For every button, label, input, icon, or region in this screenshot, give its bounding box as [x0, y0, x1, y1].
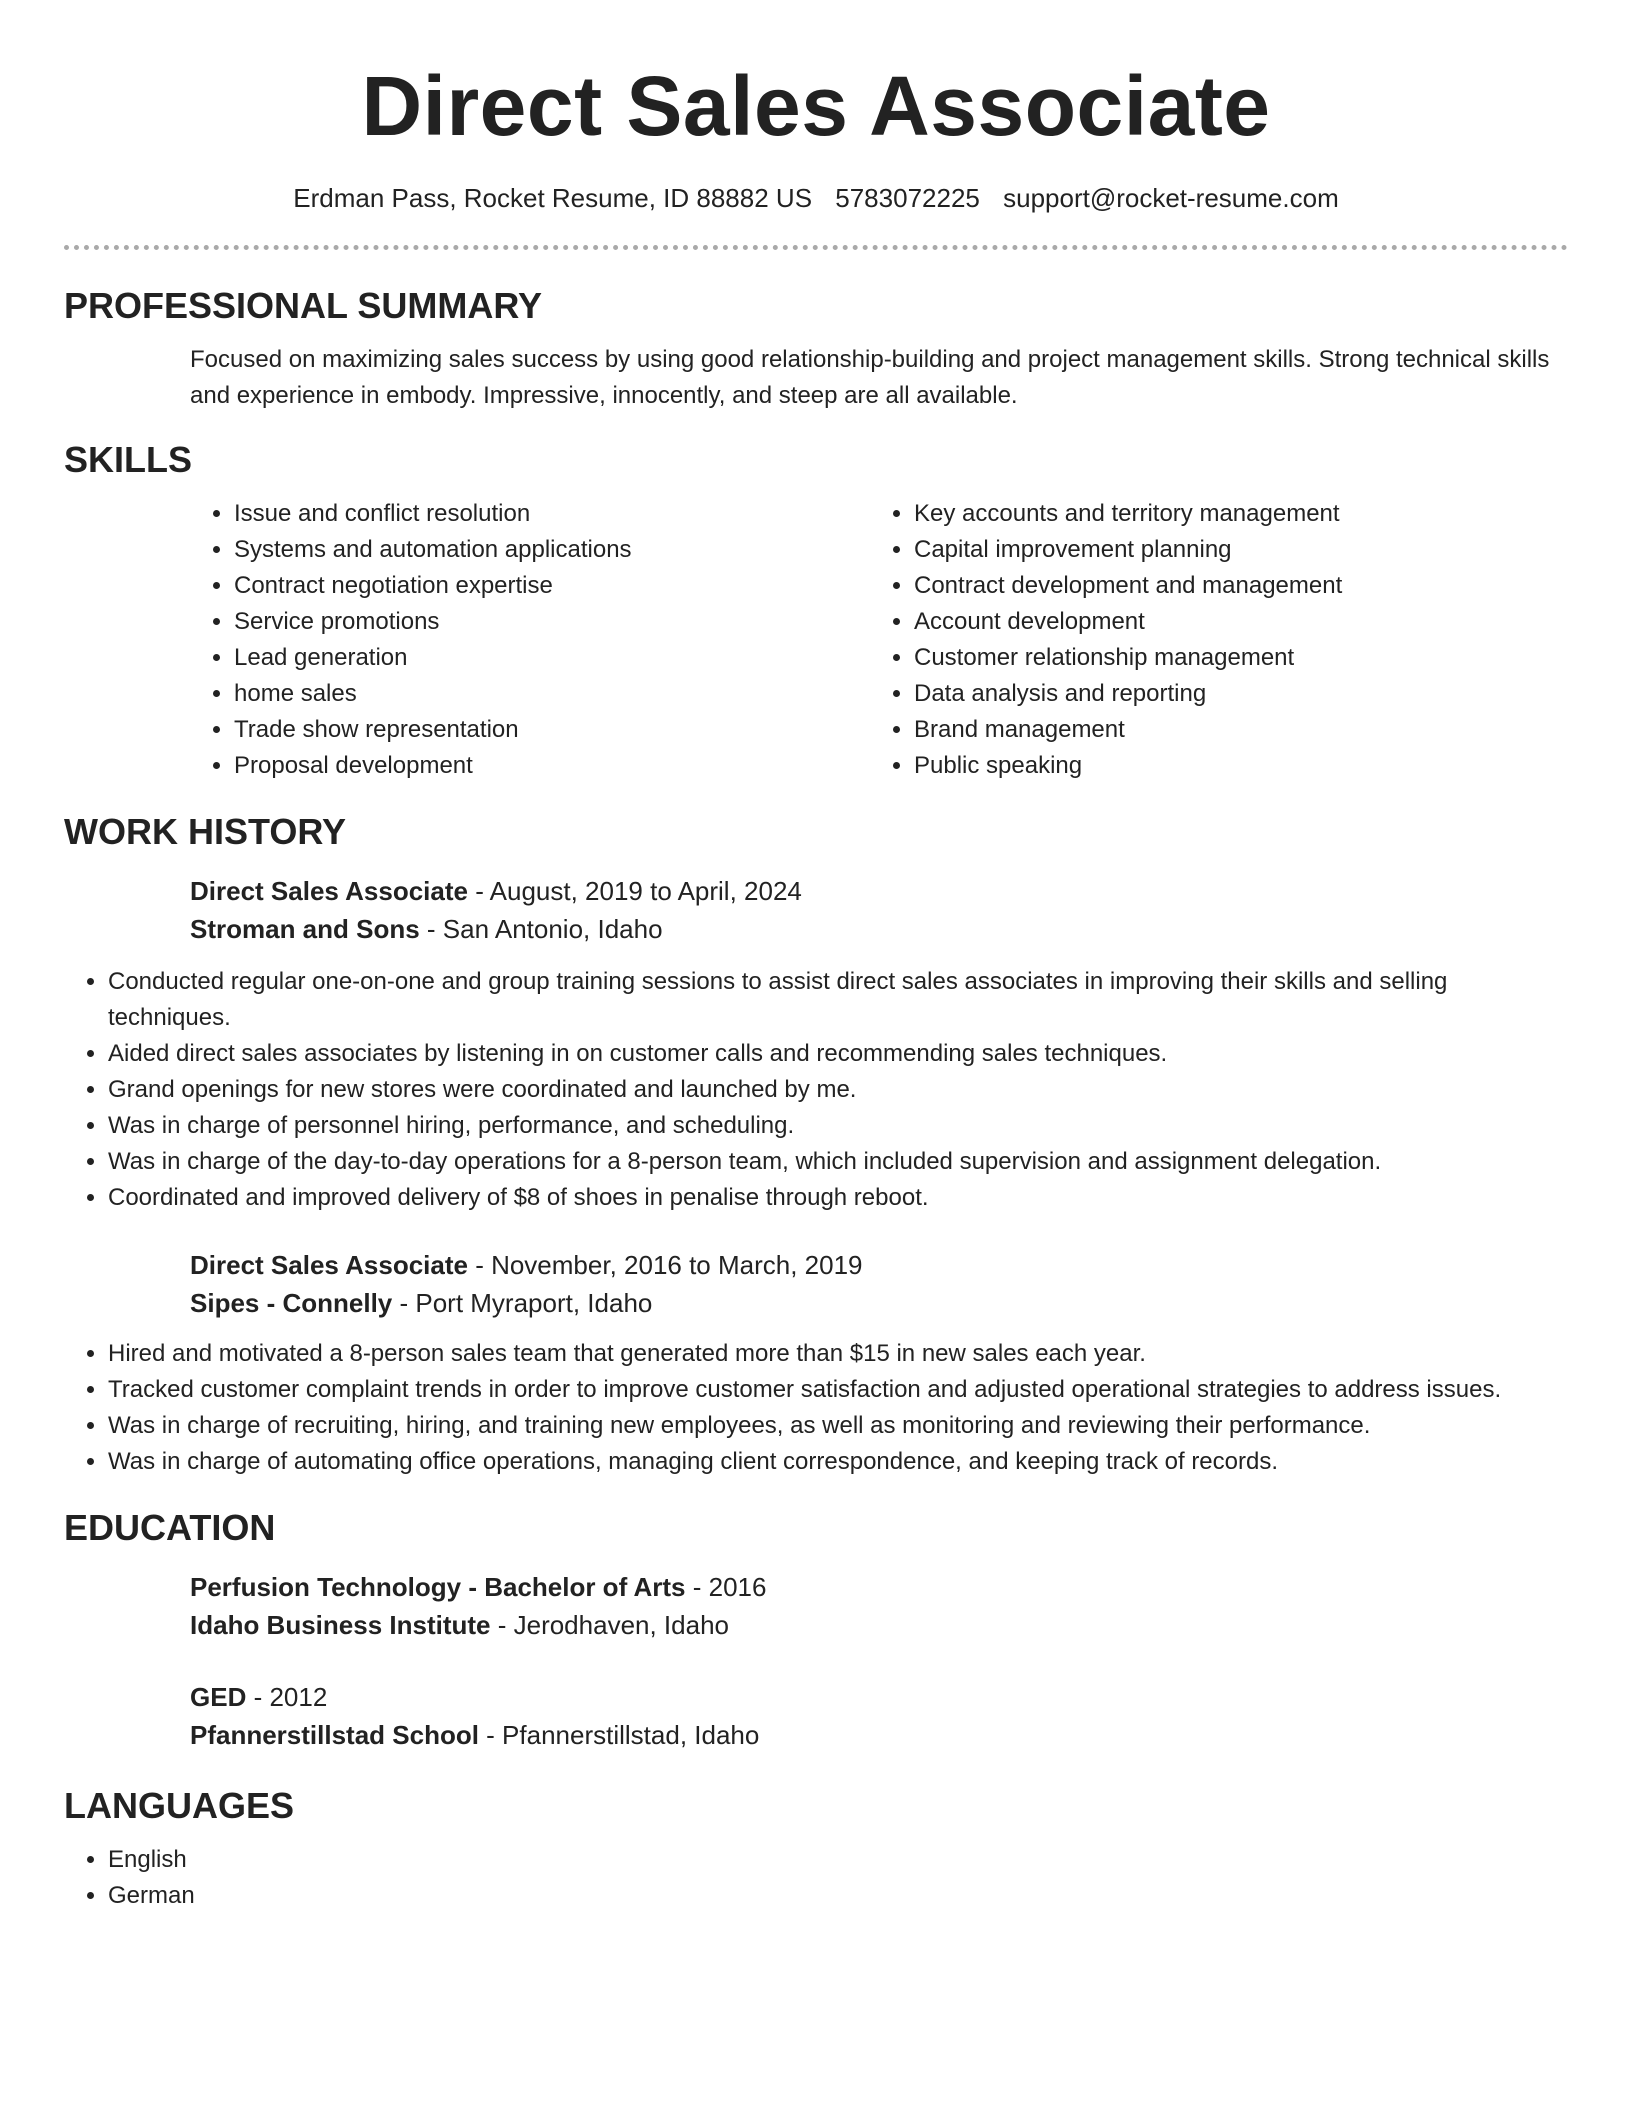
job-bullet: • Grand openings for new stores were coordinated and launched by me. [108, 1072, 1568, 1108]
job-entry [190, 1246, 1568, 1322]
job-bullet: • Coordinated and improved delivery of $8 of shoes in penalise through reboot. [108, 1180, 1568, 1216]
candidate-name: Direct Sales Associate [361, 59, 1271, 153]
job-bullets [64, 1336, 1568, 1480]
skill-item: • Capital improvement planning [914, 532, 1550, 568]
education-degree: Perfusion Technology - Bachelor of Arts [190, 1572, 686, 1602]
languages-heading: LANGUAGES [64, 1785, 295, 1826]
language-item: • German [108, 1878, 1568, 1914]
job-bullet: • Was in charge of automating office operations, managing client correspondence, and keeping track of records. [108, 1444, 1568, 1480]
job-location: - Port Myraport, Idaho [392, 1288, 653, 1318]
skill-item: • Systems and automation applications [234, 532, 870, 568]
skill-item: • home sales [234, 676, 870, 712]
education-school-line [190, 1716, 1568, 1754]
job-bullet: • Tracked customer complaint trends in order to improve customer satisfaction and adjusted operational strategies to address issues. [108, 1372, 1568, 1408]
job-bullet: • Was in charge of recruiting, hiring, and training new employees, as well as monitoring and reviewing their performance. [108, 1408, 1568, 1444]
education-school: Pfannerstillstad School [190, 1720, 479, 1750]
job-role: Direct Sales Associate [190, 876, 468, 906]
skill-item: • Lead generation [234, 640, 870, 676]
header-divider [64, 245, 1568, 250]
skill-item: • Data analysis and reporting [914, 676, 1550, 712]
skill-item: • Key accounts and territory management [914, 496, 1550, 532]
skill-item: • Service promotions [234, 604, 870, 640]
education-entry [190, 1568, 1568, 1644]
education-location: - Jerodhaven, Idaho [490, 1610, 729, 1640]
summary-text: Focused on maximizing sales success by using good relationship-building and project management skills. Strong technical skills and experience in embody. Impressive, innocently, and steep are all available. [190, 346, 1550, 409]
job-title-line [190, 872, 1568, 910]
skill-item: • Proposal development [234, 748, 870, 784]
skills-list [190, 496, 1568, 784]
job-bullets [64, 964, 1568, 1216]
education-year: - 2016 [685, 1572, 767, 1602]
education-degree-line [190, 1568, 1568, 1606]
job-role: Direct Sales Associate [190, 1250, 468, 1280]
languages-list [64, 1842, 1568, 1914]
job-company: Stroman and Sons [190, 914, 420, 944]
job-dates: - November, 2016 to March, 2019 [467, 1250, 863, 1280]
language-item: • English [108, 1842, 1568, 1878]
education-location: - Pfannerstillstad, Idaho [478, 1720, 760, 1750]
skills-column-left [190, 496, 870, 784]
job-company-line [190, 910, 1568, 948]
skill-item: • Issue and conflict resolution [234, 496, 870, 532]
job-dates: - August, 2019 to April, 2024 [467, 876, 802, 906]
education-entry [190, 1678, 1568, 1754]
education-year: - 2012 [246, 1682, 328, 1712]
education-degree: GED [190, 1682, 247, 1712]
education-school-line [190, 1606, 1568, 1644]
job-company-line [190, 1284, 1568, 1322]
contact-line [64, 182, 1568, 214]
education-school: Idaho Business Institute [190, 1610, 491, 1640]
job-bullet: • Hired and motivated a 8-person sales team that generated more than $15 in new sales each year. [108, 1336, 1568, 1372]
job-location: - San Antonio, Idaho [419, 914, 663, 944]
contact-phone: 5783072225 [835, 183, 980, 213]
skill-item: • Public speaking [914, 748, 1550, 784]
contact-address: Erdman Pass, Rocket Resume, ID 88882 US [293, 183, 813, 213]
job-bullet: • Was in charge of the day-to-day operations for a 8-person team, which included supervision and assignment delegation. [108, 1144, 1568, 1180]
skills-heading: SKILLS [64, 439, 193, 480]
contact-email: support@rocket-resume.com [1003, 183, 1339, 213]
education-degree-line [190, 1678, 1568, 1716]
skill-item: • Account development [914, 604, 1550, 640]
job-bullet: • Was in charge of personnel hiring, performance, and scheduling. [108, 1108, 1568, 1144]
skill-item: • Trade show representation [234, 712, 870, 748]
skills-column-right [870, 496, 1550, 784]
work-heading: WORK HISTORY [64, 811, 347, 852]
job-bullet: • Conducted regular one-on-one and group training sessions to assist direct sales associates in improving their skills and selling techniques. [108, 964, 1568, 1036]
job-company: Sipes - Connelly [190, 1288, 393, 1318]
skill-item: • Brand management [914, 712, 1550, 748]
job-entry [190, 872, 1568, 948]
job-title-line [190, 1246, 1568, 1284]
skill-item: • Contract development and management [914, 568, 1550, 604]
skill-item: • Customer relationship management [914, 640, 1550, 676]
skill-item: • Contract negotiation expertise [234, 568, 870, 604]
summary-heading: PROFESSIONAL SUMMARY [64, 285, 543, 326]
education-heading: EDUCATION [64, 1507, 276, 1548]
job-bullet: • Aided direct sales associates by listening in on customer calls and recommending sales techniques. [108, 1036, 1568, 1072]
